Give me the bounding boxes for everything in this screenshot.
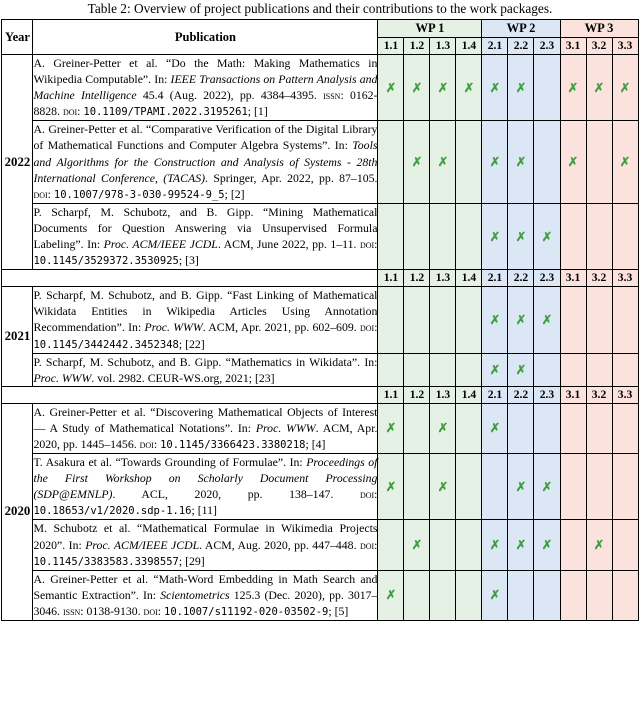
mark-cell-1.3 <box>430 403 456 453</box>
mark-cell-2.1 <box>482 121 508 203</box>
publication-text-segment: ; [2] <box>224 186 245 201</box>
mark-cell-1.2 <box>404 55 430 121</box>
check-mark: ✗ <box>593 80 605 95</box>
wp1-header: WP 1 <box>378 20 482 38</box>
publication-text-segment: ; [11] <box>191 503 217 518</box>
mark-cell-3.1 <box>560 403 586 453</box>
mark-cell-3.1 <box>560 203 586 269</box>
mark-cell-1.2 <box>404 203 430 269</box>
publication-text-segment: : 0138-9130. <box>80 603 144 618</box>
publication-text-segment: P. Scharpf, M. Schubotz, and B. Gipp. “Mathematics in Wikidata”. In: <box>33 354 378 369</box>
publication-text-segment: . ACL, 2020, pp. 138–147. <box>112 487 360 502</box>
col-header-2.1: 2.1 <box>482 270 508 287</box>
publications-table <box>1 19 638 621</box>
publication-text-segment: 10.1145/3442442.3452348 <box>33 338 179 351</box>
repeat-column-header-row <box>2 386 638 403</box>
mark-cell-3.3 <box>612 121 638 203</box>
publication-row <box>2 403 638 453</box>
mark-cell-3.2 <box>586 287 612 353</box>
mark-cell-2.2 <box>508 203 534 269</box>
mark-cell-1.2 <box>404 520 430 570</box>
publication-text-segment: 10.1145/3383583.3398557 <box>33 555 179 568</box>
col-header-1.4: 1.4 <box>456 38 482 55</box>
publication-text-segment: 10.1007/978-3-030-99524-9_5 <box>53 188 225 201</box>
mark-cell-1.3 <box>430 203 456 269</box>
publication-text-segment: IEEE Transactions on Pattern Analysis and Machine Intelligence <box>33 72 378 103</box>
mark-cell-1.2 <box>404 353 430 386</box>
publication-text-segment: Scientometrics <box>160 587 230 602</box>
publication-text-segment: : <box>374 487 378 502</box>
publication-text-segment: doi <box>359 487 375 502</box>
check-mark: ✗ <box>619 80 631 95</box>
col-header-1.3: 1.3 <box>430 270 456 287</box>
check-mark: ✗ <box>541 538 553 553</box>
repeat-column-header-row <box>2 270 638 287</box>
mark-cell-3.3 <box>612 570 638 620</box>
mark-cell-2.2 <box>508 570 534 620</box>
publication-text-segment: Proc. ACM/IEEE JCDL <box>103 237 218 252</box>
mark-cell-1.1 <box>378 570 404 620</box>
col-header-1.3: 1.3 <box>430 386 456 403</box>
publication-text-segment: : <box>374 537 378 552</box>
mark-cell-1.4 <box>456 203 482 269</box>
publication-text-segment: : <box>153 436 161 451</box>
check-mark: ✗ <box>437 155 449 170</box>
mark-cell-3.3 <box>612 287 638 353</box>
table-head <box>2 20 638 55</box>
mark-cell-3.2 <box>586 570 612 620</box>
mark-cell-1.4 <box>456 454 482 520</box>
col-header-1.1: 1.1 <box>378 270 404 287</box>
publication-text-segment: issn <box>323 88 341 103</box>
col-header-1.4: 1.4 <box>456 270 482 287</box>
publication-cell <box>33 203 378 269</box>
publication-cell <box>33 121 378 203</box>
col-header-2.2: 2.2 <box>508 38 534 55</box>
mark-cell-2.3 <box>534 353 560 386</box>
publication-text-segment: . ACM, Apr. 2020, pp. 1445–1456. <box>33 420 378 451</box>
col-header-2.1: 2.1 <box>482 386 508 403</box>
mark-cell-1.3 <box>430 353 456 386</box>
publication-text-segment: . vol. 2982. CEUR-WS.org, 2021; [23] <box>91 370 275 385</box>
mark-cell-1.4 <box>456 121 482 203</box>
mark-cell-3.2 <box>586 353 612 386</box>
mark-cell-3.3 <box>612 454 638 520</box>
publication-text-segment: 10.18653/v1/2020.sdp-1.16 <box>33 505 192 518</box>
publication-text-segment: doi <box>359 537 375 552</box>
mark-cell-3.2 <box>586 55 612 121</box>
col-header-2.2: 2.2 <box>508 270 534 287</box>
check-mark: ✗ <box>489 538 501 553</box>
check-mark: ✗ <box>567 80 579 95</box>
mark-cell-2.3 <box>534 520 560 570</box>
col-header-1.2: 1.2 <box>404 386 430 403</box>
mark-cell-3.2 <box>586 454 612 520</box>
mark-cell-3.1 <box>560 570 586 620</box>
col-header-1.2: 1.2 <box>404 270 430 287</box>
publication-text-segment: 125.3 (Dec. 2020), pp. 3017–3046. <box>33 587 378 618</box>
col-header-2.3: 2.3 <box>534 38 560 55</box>
check-mark: ✗ <box>515 312 527 327</box>
mark-cell-1.3 <box>430 454 456 520</box>
publication-text-segment: Tools and Algorithms for the Construction and Analysis of Systems - 28th International Conference, (TACAS) <box>33 138 378 185</box>
mark-cell-1.4 <box>456 353 482 386</box>
col-header-2.3: 2.3 <box>534 270 560 287</box>
publication-text-segment: doi <box>62 104 78 119</box>
table-body <box>2 55 638 621</box>
mark-cell-2.2 <box>508 55 534 121</box>
check-mark: ✗ <box>489 312 501 327</box>
publication-row <box>2 353 638 386</box>
year-cell: 2020 <box>2 403 33 620</box>
table-caption: Table 2: Overview of project publications and their contributions to the work packages. <box>87 1 553 16</box>
check-mark: ✗ <box>411 155 423 170</box>
publication-text-segment: . Springer, Apr. 2022, pp. 87–105. <box>205 170 378 185</box>
mark-cell-3.3 <box>612 203 638 269</box>
publication-text-segment: . ACM, June 2022, pp. 1–11. <box>217 237 360 252</box>
mark-cell-2.2 <box>508 121 534 203</box>
mark-cell-1.2 <box>404 454 430 520</box>
publication-text-segment: doi <box>359 320 375 335</box>
mark-cell-2.1 <box>482 287 508 353</box>
publication-cell <box>33 287 378 353</box>
publication-row <box>2 55 638 121</box>
publication-row <box>2 203 638 269</box>
check-mark: ✗ <box>515 479 527 494</box>
publication-text-segment: : <box>374 320 378 335</box>
col-header-1.2: 1.2 <box>404 38 430 55</box>
publication-header: Publication <box>33 20 378 55</box>
mark-cell-1.2 <box>404 403 430 453</box>
publication-text-segment: 10.1007/s11192-020-03502-9 <box>164 605 329 618</box>
check-mark: ✗ <box>515 229 527 244</box>
mark-cell-3.1 <box>560 287 586 353</box>
mark-cell-1.3 <box>430 570 456 620</box>
col-header-3.3: 3.3 <box>612 386 638 403</box>
publication-cell <box>33 353 378 386</box>
publication-text-segment: Proceedings of the First Workshop on Scholarly Document Processing (SDP@EMNLP) <box>33 455 378 502</box>
publication-text-segment: A. Greiner-Petter et al. “Comparative Verification of the Digital Library of Mathematical Functions and Computer Algebra Systems”. In: <box>33 122 378 153</box>
publication-text-segment: P. Scharpf, M. Schubotz, and B. Gipp. “Mining Mathematical Documents for Question Answering via Unsupervised Formula Labeling”. In: <box>33 204 378 252</box>
publication-text-segment: : <box>374 237 378 252</box>
col-header-3.3: 3.3 <box>612 270 638 287</box>
mark-cell-1.2 <box>404 570 430 620</box>
mark-cell-2.1 <box>482 203 508 269</box>
publication-cell <box>33 454 378 520</box>
check-mark: ✗ <box>567 155 579 170</box>
publication-text-segment: . ACM, Apr. 2021, pp. 602–609. <box>202 320 360 335</box>
publication-text-segment: P. Scharpf, M. Schubotz, and B. Gipp. “Fast Linking of Mathematical Wikidata Entities in Wikipedia Articles Using Annotation Recommendation”. In: <box>33 288 378 335</box>
mark-cell-1.1 <box>378 353 404 386</box>
publication-text-segment: : <box>157 603 164 618</box>
mark-cell-2.3 <box>534 454 560 520</box>
col-header-1.1: 1.1 <box>378 38 404 55</box>
mark-cell-2.1 <box>482 570 508 620</box>
mark-cell-2.2 <box>508 287 534 353</box>
col-header-3.2: 3.2 <box>586 386 612 403</box>
mark-cell-2.2 <box>508 403 534 453</box>
mark-cell-3.2 <box>586 121 612 203</box>
publication-cell <box>33 55 378 121</box>
mark-cell-1.4 <box>456 520 482 570</box>
year-cell: 2022 <box>2 55 33 270</box>
publication-text-segment: 45.4 (Aug. 2022), pp. 4384–4395. <box>136 88 324 103</box>
mark-cell-1.1 <box>378 520 404 570</box>
publication-text-segment: ; [3] <box>178 253 199 268</box>
mark-cell-3.2 <box>586 520 612 570</box>
col-header-1.4: 1.4 <box>456 386 482 403</box>
check-mark: ✗ <box>385 588 397 603</box>
publication-cell <box>33 570 378 620</box>
mark-cell-2.3 <box>534 121 560 203</box>
col-header-2.2: 2.2 <box>508 386 534 403</box>
publication-text-segment: A. Greiner-Petter et al. “Discovering Mathematical Objects of Interest — A Study of Mathematical Notations”. In: <box>33 404 378 435</box>
year-cell: 2021 <box>2 287 33 387</box>
publication-text-segment: M. Schubotz et al. “Mathematical Formulae in Wikimedia Projects 2020”. In: <box>33 521 378 552</box>
year-header: Year <box>2 20 33 55</box>
check-mark: ✗ <box>411 80 423 95</box>
mark-cell-1.1 <box>378 454 404 520</box>
mark-cell-2.3 <box>534 287 560 353</box>
mark-cell-2.3 <box>534 55 560 121</box>
mark-cell-1.4 <box>456 287 482 353</box>
publication-text-segment: Proc. WWW <box>33 370 92 385</box>
col-header-2.3: 2.3 <box>534 386 560 403</box>
publication-row <box>2 121 638 203</box>
col-header-2.1: 2.1 <box>482 38 508 55</box>
mark-cell-3.2 <box>586 403 612 453</box>
check-mark: ✗ <box>489 588 501 603</box>
mark-cell-2.1 <box>482 454 508 520</box>
publication-text-segment: issn <box>62 603 81 618</box>
blank-cell <box>2 386 378 403</box>
publication-cell <box>33 520 378 570</box>
check-mark: ✗ <box>619 155 631 170</box>
publication-text-segment: 10.1145/3529372.3530925 <box>33 255 179 268</box>
publication-text-segment: 10.1109/TPAMI.2022.3195261 <box>83 106 248 119</box>
publication-cell <box>33 403 378 453</box>
publication-text-segment: Proc. WWW <box>144 320 203 335</box>
check-mark: ✗ <box>411 538 423 553</box>
mark-cell-1.1 <box>378 403 404 453</box>
check-mark: ✗ <box>489 80 501 95</box>
check-mark: ✗ <box>437 421 449 436</box>
publication-text-segment: : <box>77 104 84 119</box>
publication-text-segment: doi <box>143 603 158 618</box>
check-mark: ✗ <box>385 421 397 436</box>
wp3-header: WP 3 <box>560 20 638 38</box>
mark-cell-2.2 <box>508 353 534 386</box>
check-mark: ✗ <box>437 80 449 95</box>
check-mark: ✗ <box>515 538 527 553</box>
col-header-3.1: 3.1 <box>560 386 586 403</box>
mark-cell-3.1 <box>560 520 586 570</box>
publication-text-segment: Proc. WWW <box>255 420 316 435</box>
mark-cell-3.1 <box>560 121 586 203</box>
mark-cell-1.3 <box>430 121 456 203</box>
mark-cell-3.1 <box>560 55 586 121</box>
col-header-3.2: 3.2 <box>586 270 612 287</box>
col-header-3.2: 3.2 <box>586 38 612 55</box>
mark-cell-2.2 <box>508 520 534 570</box>
col-header-3.1: 3.1 <box>560 270 586 287</box>
check-mark: ✗ <box>463 80 475 95</box>
publication-text-segment: ; [22] <box>178 336 205 351</box>
check-mark: ✗ <box>515 80 527 95</box>
mark-cell-2.1 <box>482 520 508 570</box>
mark-cell-3.2 <box>586 203 612 269</box>
mark-cell-2.3 <box>534 203 560 269</box>
publication-text-segment: Proc. ACM/IEEE JCDL <box>85 537 200 552</box>
col-header-3.1: 3.1 <box>560 38 586 55</box>
check-mark: ✗ <box>437 479 449 494</box>
publication-text-segment: ; [1] <box>247 104 268 119</box>
mark-cell-1.3 <box>430 520 456 570</box>
publication-row <box>2 454 638 520</box>
publication-text-segment: A. Greiner-Petter et al. “Math-Word Embedding in Math Search and Semantic Extraction”. In: <box>33 571 378 602</box>
check-mark: ✗ <box>385 479 397 494</box>
mark-cell-3.3 <box>612 353 638 386</box>
col-header-3.3: 3.3 <box>612 38 638 55</box>
check-mark: ✗ <box>489 421 501 436</box>
mark-cell-3.3 <box>612 520 638 570</box>
check-mark: ✗ <box>385 80 397 95</box>
mark-cell-1.3 <box>430 55 456 121</box>
mark-cell-1.2 <box>404 121 430 203</box>
blank-cell <box>2 270 378 287</box>
mark-cell-2.1 <box>482 403 508 453</box>
mark-cell-1.4 <box>456 403 482 453</box>
mark-cell-1.1 <box>378 203 404 269</box>
check-mark: ✗ <box>489 155 501 170</box>
mark-cell-3.3 <box>612 55 638 121</box>
mark-cell-3.1 <box>560 454 586 520</box>
publication-text-segment: . ACM, Aug. 2020, pp. 447–448. <box>199 537 360 552</box>
check-mark: ✗ <box>541 229 553 244</box>
mark-cell-1.1 <box>378 287 404 353</box>
mark-cell-3.1 <box>560 353 586 386</box>
publication-text-segment: A. Greiner-Petter et al. “Do the Math: Making Mathematics in Wikipedia Computable”. In: <box>33 56 378 87</box>
publication-row <box>2 570 638 620</box>
publication-text-segment: doi <box>139 436 154 451</box>
check-mark: ✗ <box>515 362 527 377</box>
check-mark: ✗ <box>593 538 605 553</box>
publication-text-segment: T. Asakura et al. “Towards Grounding of Formulae”. In: <box>33 455 307 470</box>
publication-text-segment: ; [29] <box>178 553 205 568</box>
check-mark: ✗ <box>541 312 553 327</box>
check-mark: ✗ <box>489 229 501 244</box>
publication-text-segment: doi <box>33 186 48 201</box>
check-mark: ✗ <box>489 362 501 377</box>
check-mark: ✗ <box>515 155 527 170</box>
publication-text-segment: ; [5] <box>328 603 349 618</box>
mark-cell-1.3 <box>430 287 456 353</box>
publication-text-segment: : 0162-8828. <box>33 88 378 119</box>
publication-text-segment: doi <box>359 237 375 252</box>
wp2-header: WP 2 <box>482 20 560 38</box>
mark-cell-1.2 <box>404 287 430 353</box>
mark-cell-2.2 <box>508 454 534 520</box>
mark-cell-2.1 <box>482 55 508 121</box>
publication-row <box>2 287 638 353</box>
col-header-1.1: 1.1 <box>378 386 404 403</box>
header-row-groups <box>2 20 638 38</box>
mark-cell-1.1 <box>378 55 404 121</box>
mark-cell-1.4 <box>456 55 482 121</box>
publication-text-segment: : <box>47 186 54 201</box>
mark-cell-2.3 <box>534 570 560 620</box>
mark-cell-1.4 <box>456 570 482 620</box>
col-header-1.3: 1.3 <box>430 38 456 55</box>
mark-cell-3.3 <box>612 403 638 453</box>
mark-cell-2.3 <box>534 403 560 453</box>
mark-cell-1.1 <box>378 121 404 203</box>
publication-text-segment: 10.1145/3366423.3380218 <box>160 438 306 451</box>
mark-cell-2.1 <box>482 353 508 386</box>
publication-text-segment: ; [4] <box>305 436 326 451</box>
publication-row <box>2 520 638 570</box>
check-mark: ✗ <box>541 479 553 494</box>
